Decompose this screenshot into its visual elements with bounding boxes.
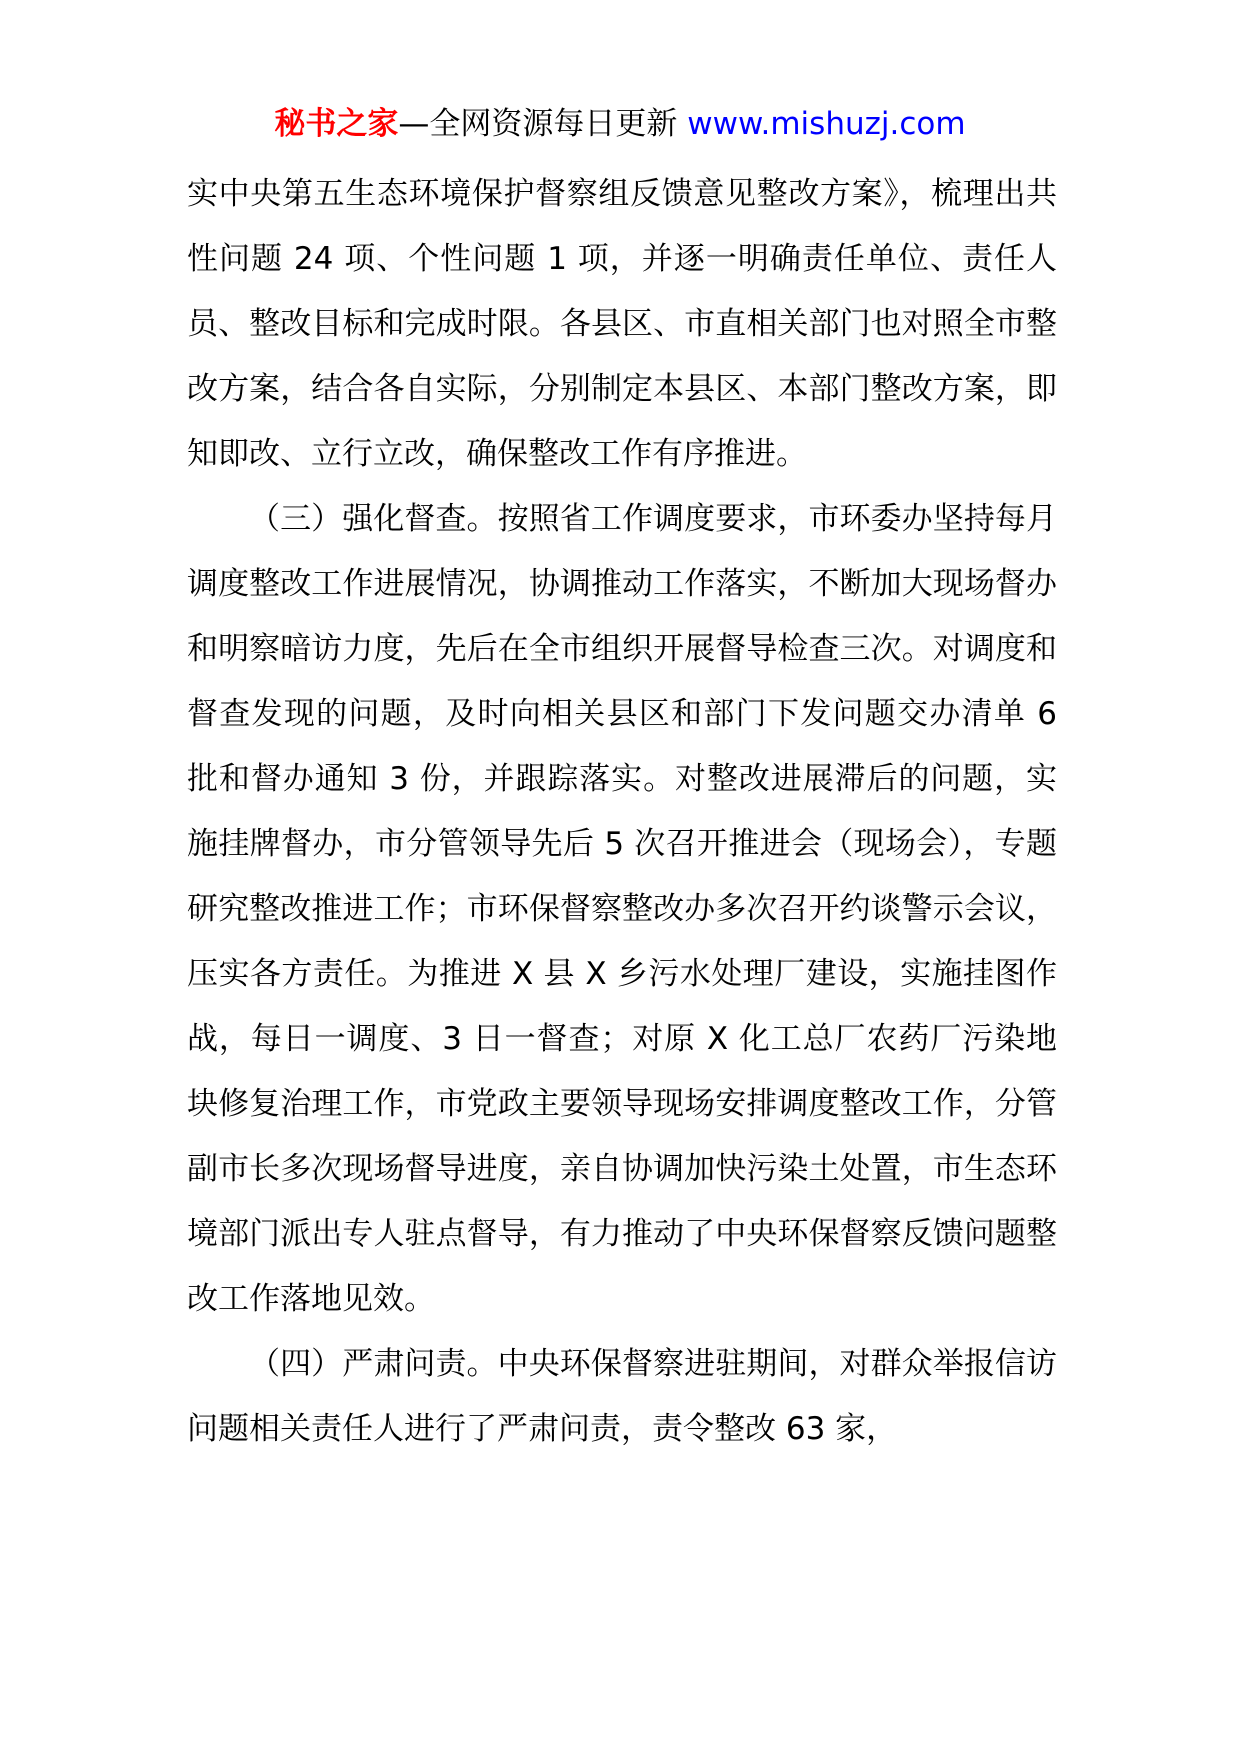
site-tagline: —全网资源每日更新 [398,106,688,142]
paragraph-strict-accountability: （四）严肃问责。中央环保督察进驻期间，对群众举报信访问题相关责任人进行了严肃问责，责令整改 63 家， [187,1346,1057,1447]
paragraph-continuation: 实中央第五生态环境保护督察组反馈意见整改方案》，梳理出共性问题 24 项、个性问题 1 项，并逐一明确责任单位、责任人员、整改目标和完成时限。各县区、市直相关部门也对照全市整改方案，结合各自实际，分别制定本县区、本部门整改方案，即知即改、立行立改，确保整改工作有序推进。 [187,176,1057,472]
document-body [187,162,1057,1462]
site-brand: 秘书之家 [274,106,399,142]
site-url-link[interactable]: www.mishuzj.com [687,106,966,142]
site-header [0,100,1240,148]
paragraph-strengthen-supervision: （三）强化督查。按照省工作调度要求，市环委办坚持每月调度整改工作进展情况，协调推动工作落实，不断加大现场督办和明察暗访力度，先后在全市组织开展督导检查三次。对调度和督查发现的问题，及时向相关县区和部门下发问题交办清单 6 批和督办通知 3 份，并跟踪落实。对整改进展滞后的问题，实施挂牌督办，市分管领导先后 5 次召开推进会（现场会），专题研究整改推进工作；市环保督察整改办多次召开约谈警示会议，压实各方责任。为推进 X 县 X 乡污水处理厂建设，实施挂图作战，每日一调度、3 日一督查；对原 X 化工总厂农药厂污染地块修复治理工作，市党政主要领导现场安排调度整改工作，分管副市长多次现场督导进度，亲自协调加快污染土处置，市生态环境部门派出专人驻点督导，有力推动了中央环保督察反馈问题整改工作落地见效。 [187,501,1057,1317]
